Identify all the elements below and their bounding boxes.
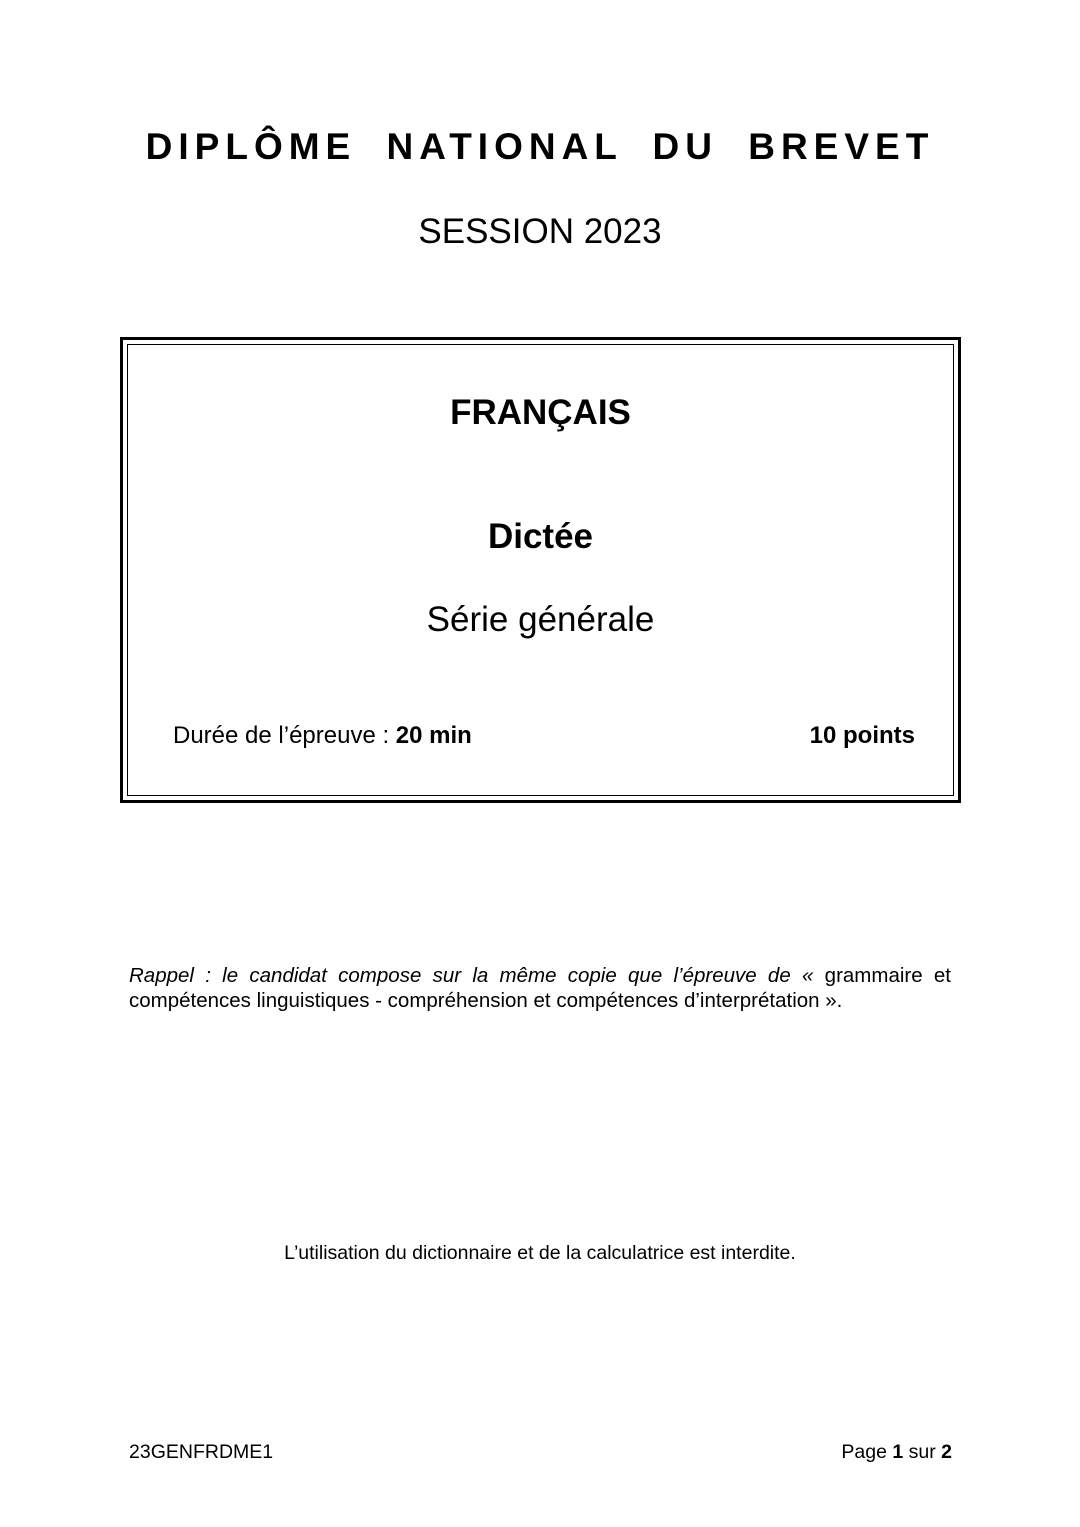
serie-label: Série générale (426, 600, 655, 639)
page-prefix: Page (841, 1441, 893, 1463)
duration-value: 20 min (395, 722, 472, 749)
page-number (841, 1441, 952, 1464)
exam-info-frame (120, 337, 961, 803)
points-value: 10 points (809, 722, 915, 749)
reminder-italic-text: : le candidat compose sur la même copie que l’épreuve de « (193, 964, 814, 987)
exam-title: DIPLÔME NATIONAL DU BREVET (145, 126, 935, 167)
page-total: 2 (941, 1441, 952, 1463)
duration-label: Durée de l’épreuve : (173, 722, 396, 749)
notice-text: L’utilisation du dictionnaire et de la calculatrice est interdite. (284, 1242, 796, 1264)
reminder-normal-text: grammaire et compétences linguistiques - compréhension et compétences d’interprétation ». (129, 964, 951, 1012)
page-current: 1 (892, 1441, 904, 1463)
duration (173, 722, 472, 750)
session-label: SESSION 2023 (418, 212, 662, 251)
page-middle: sur (903, 1441, 942, 1463)
exam-code: 23GENFRDME1 (129, 1441, 274, 1463)
reminder-lead: Rappel (129, 964, 194, 987)
exam-info-inner-frame (127, 344, 954, 796)
subject-title: FRANÇAIS (450, 393, 631, 432)
exercise-title: Dictée (487, 517, 594, 556)
reminder-paragraph (129, 963, 951, 1013)
